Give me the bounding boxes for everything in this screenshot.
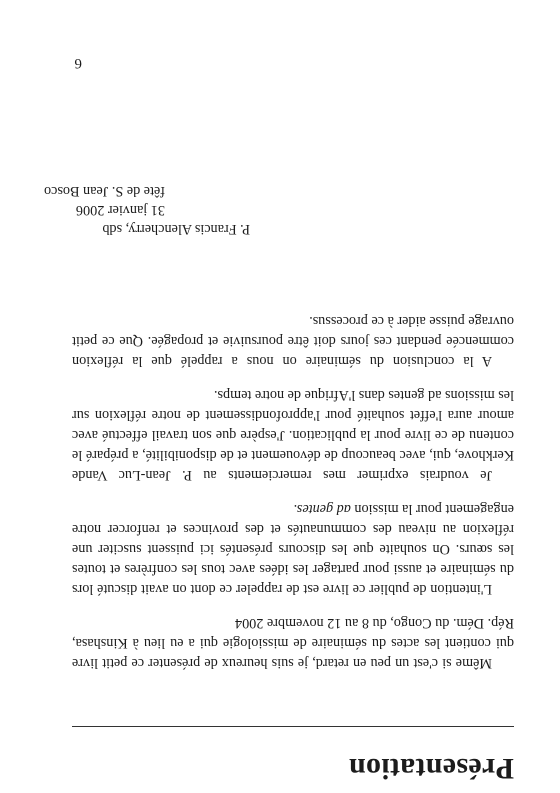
page-title: Présentation [348, 752, 514, 785]
signature-block [44, 181, 260, 238]
signature-feast: fête de S. Jean Bosco [44, 183, 165, 199]
paragraph-intro [72, 613, 514, 673]
paragraph-intention-emphasis: ad gentes. [293, 501, 351, 517]
paragraph-thanks-text: Je voudrais exprimer mes remerciements au P. Jean-Luc Vande Kerkhove, qui, avec beaucoup de dévouement et de disponibilité, a préparé le contenu de ce livre pour la publication. J'espère que son travail effectué avec amour aura l'effet souhaité pour l'approfondissement de notre réflexion sur les missions ad gentes dans l'Afrique de notre temps. [72, 387, 514, 483]
paragraph-intro-text: Même si c'est un peu en retard, je suis heureux de présenter ce petit livre qui contient les actes du séminaire de missiologie qui a eu lieu à Kinshasa, Rép. Dém. du Congo, du 8 au 12 novembre 2004 [72, 615, 514, 671]
paragraph-conclusion [72, 311, 514, 371]
paragraph-thanks [72, 385, 514, 485]
page-number: 6 [74, 55, 82, 71]
signature-name: P. Francis Alencherry, sdb [102, 221, 250, 237]
paragraph-intention-text: L'intention de publier ce livre est de rappeler ce dont on avait discuté lors du séminaire et aussi pour partager les idées avec tous les confrères et toutes les sœurs. On souhaite que les discours présentés ici puissent susciter une réflexion au niveau des communautés et des provinces et renforcer notre engagement pour la mission [72, 501, 514, 597]
paragraph-intention [72, 499, 514, 599]
presentation-body [72, 297, 514, 673]
signature-date: 31 janvier 2006 [75, 202, 165, 218]
title-divider [72, 726, 514, 727]
paragraph-conclusion-text: A la conclusion du séminaire on nous a rappelé que la réflexion commencée pendant ces jours doit être poursuivie et propagée. Que ce petit ouvrage puisse aider à ce processus. [72, 313, 514, 369]
